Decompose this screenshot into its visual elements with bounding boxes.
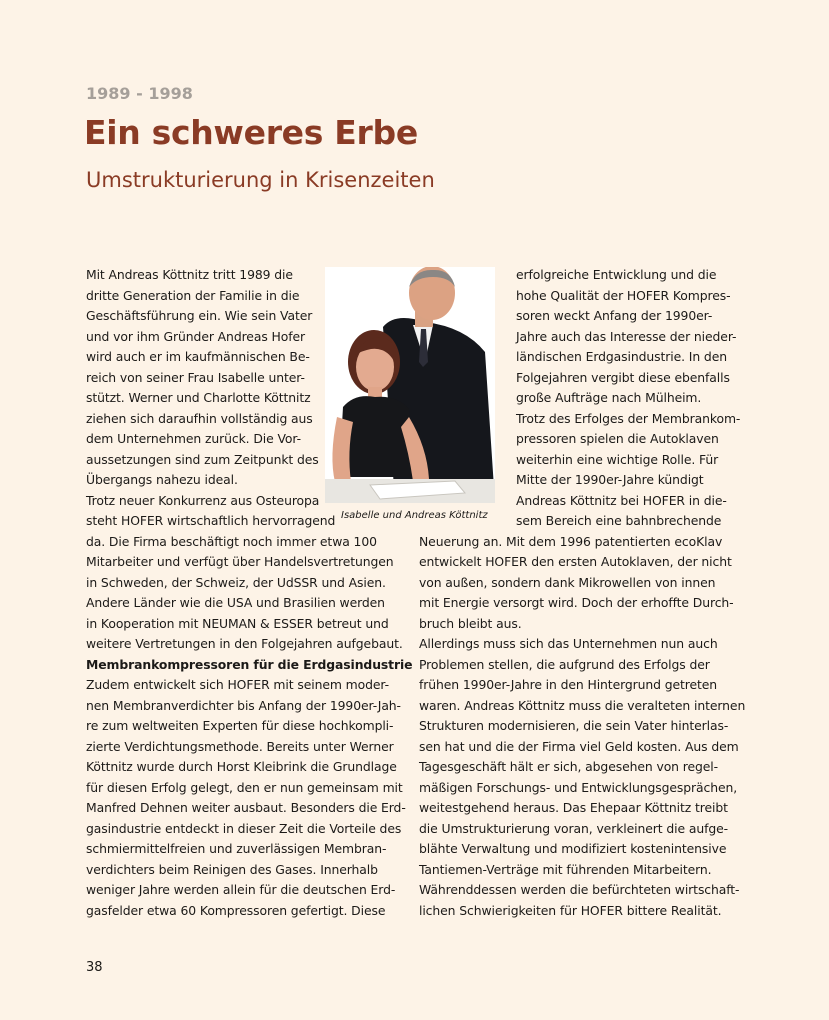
text-line: da. Die Firma beschäftigt noch immer etwa 100 bbox=[86, 533, 377, 549]
text-line: dem Unternehmen zurück. Die Vor- bbox=[86, 431, 301, 446]
text-line: mäßigen Forschungs- und Entwicklungsgesprächen, bbox=[419, 779, 738, 795]
text-line: weniger Jahre werden allein für die deutschen Erd- bbox=[86, 882, 396, 897]
text-line: Mit Andreas Köttnitz tritt 1989 die bbox=[86, 267, 293, 282]
text-line: gasfelder etwa 60 Kompressoren gefertigt. Diese bbox=[86, 902, 386, 918]
years-label: 1989 - 1998 bbox=[86, 84, 193, 103]
text-line: entwickelt HOFER den ersten Autoklaven, der nicht bbox=[419, 554, 732, 569]
text-line: große Aufträge nach Mülheim. bbox=[516, 390, 702, 405]
text-line: weiterhin eine wichtige Rolle. Für bbox=[516, 451, 719, 467]
text-line: sen hat und die der Firma viel Geld kosten. Aus dem bbox=[419, 738, 739, 754]
text-line: zierte Verdichtungsmethode. Bereits unter Werner bbox=[86, 738, 394, 754]
text-line: Jahre auch das Interesse der nieder- bbox=[516, 328, 737, 344]
text-line: und vor ihm Gründer Andreas Hofer bbox=[86, 328, 305, 344]
text-line: Manfred Dehnen weiter ausbaut. Besonders die Erd- bbox=[86, 800, 406, 815]
text-line: in Schweden, der Schweiz, der UdSSR und Asien. bbox=[86, 574, 386, 590]
text-line: für diesen Erfolg gelegt, den er nun gemeinsam mit bbox=[86, 779, 403, 795]
text-line: bruch bleibt aus. bbox=[419, 615, 522, 631]
text-line: Zudem entwickelt sich HOFER mit seinem moder- bbox=[86, 677, 389, 692]
text-line: Trotz des Erfolges der Membrankom- bbox=[516, 410, 741, 426]
text-line: weitere Vertretungen in den Folgejahren aufgebaut. bbox=[86, 636, 403, 651]
text-line: sem Bereich eine bahnbrechende bbox=[516, 513, 722, 528]
text-line: in Kooperation mit NEUMAN & ESSER betreut und bbox=[86, 615, 389, 631]
section-heading: Membrankompressoren für die Erdgasindustrie bbox=[86, 656, 413, 672]
text-line: steht HOFER wirtschaftlich hervorragend bbox=[86, 513, 336, 528]
text-line: hohe Qualität der HOFER Kompres- bbox=[516, 287, 731, 303]
text-line: Köttnitz wurde durch Horst Kleibrink die Grundlage bbox=[86, 759, 397, 774]
text-line: lichen Schwierigkeiten für HOFER bittere Realität. bbox=[419, 902, 722, 918]
page-title: Ein schweres Erbe bbox=[84, 113, 418, 152]
text-line: Währenddessen werden die befürchteten wirtschaft- bbox=[419, 882, 740, 897]
text-line: blähte Verwaltung und modifiziert kostenintensive bbox=[419, 841, 727, 856]
text-line: verdichters beim Reinigen des Gases. Innerhalb bbox=[86, 861, 378, 877]
text-line: Tantiemen-Verträge mit führenden Mitarbeitern. bbox=[419, 861, 712, 877]
text-line: Mitarbeiter und verfügt über Handelsvertretungen bbox=[86, 554, 394, 569]
portrait-photo bbox=[325, 267, 495, 503]
text-line: stützt. Werner und Charlotte Köttnitz bbox=[86, 390, 311, 405]
text-line: Neuerung an. Mit dem 1996 patentierten ecoKlav bbox=[419, 533, 723, 549]
text-line: Strukturen modernisieren, die sein Vater hinterlas- bbox=[419, 718, 729, 733]
text-line: waren. Andreas Köttnitz muss die veralteten internen bbox=[419, 697, 746, 713]
text-line: wird auch er im kaufmännischen Be- bbox=[86, 349, 310, 364]
text-line: Allerdings muss sich das Unternehmen nun auch bbox=[419, 636, 718, 651]
text-line: schmiermittelfreien und zuverlässigen Membran- bbox=[86, 841, 387, 856]
text-line: Trotz neuer Konkurrenz aus Osteuropa bbox=[86, 492, 320, 508]
text-line: Übergangs nahezu ideal. bbox=[86, 472, 238, 487]
text-line: Folgejahren vergibt diese ebenfalls bbox=[516, 369, 730, 385]
text-line: weitestgehend heraus. Das Ehepaar Köttnitz treibt bbox=[419, 800, 728, 815]
text-line: Andreas Köttnitz bei HOFER in die- bbox=[516, 492, 727, 508]
text-line: dritte Generation der Familie in die bbox=[86, 287, 300, 303]
photo-caption: Isabelle und Andreas Köttnitz bbox=[341, 510, 488, 521]
text-line: erfolgreiche Entwicklung und die bbox=[516, 267, 717, 282]
text-line: frühen 1990er-Jahre in den Hintergrund getreten bbox=[419, 677, 718, 692]
text-line: Problemen stellen, die aufgrund des Erfolgs der bbox=[419, 656, 710, 672]
text-line: re zum weltweiten Experten für diese hochkompli- bbox=[86, 718, 394, 733]
text-line: ländischen Erdgasindustrie. In den bbox=[516, 349, 727, 364]
page-number: 38 bbox=[86, 960, 103, 975]
text-line: gasindustrie entdeckt in dieser Zeit die Vorteile des bbox=[86, 820, 402, 836]
page-subtitle: Umstrukturierung in Krisenzeiten bbox=[86, 168, 435, 192]
text-line: aussetzungen sind zum Zeitpunkt des bbox=[86, 451, 319, 467]
text-line: Tagesgeschäft hält er sich, abgesehen von regel- bbox=[419, 759, 719, 774]
text-line: Mitte der 1990er-Jahre kündigt bbox=[516, 472, 704, 487]
text-line: nen Membranverdichter bis Anfang der 1990er-Jah- bbox=[86, 697, 401, 713]
text-line: Andere Länder wie die USA und Brasilien werden bbox=[86, 595, 385, 610]
text-line: ziehen sich daraufhin vollständig aus bbox=[86, 410, 313, 426]
portrait-illustration bbox=[325, 267, 495, 503]
text-line: mit Energie versorgt wird. Doch der erhoffte Durch- bbox=[419, 595, 734, 610]
text-line: von außen, sondern dank Mikrowellen von innen bbox=[419, 574, 716, 590]
text-line: soren weckt Anfang der 1990er- bbox=[516, 308, 713, 323]
text-line: Geschäftsführung ein. Wie sein Vater bbox=[86, 308, 313, 323]
text-line: die Umstrukturierung voran, verkleinert die aufge- bbox=[419, 820, 728, 836]
text-line: pressoren spielen die Autoklaven bbox=[516, 431, 719, 446]
text-line: reich von seiner Frau Isabelle unter- bbox=[86, 369, 305, 385]
